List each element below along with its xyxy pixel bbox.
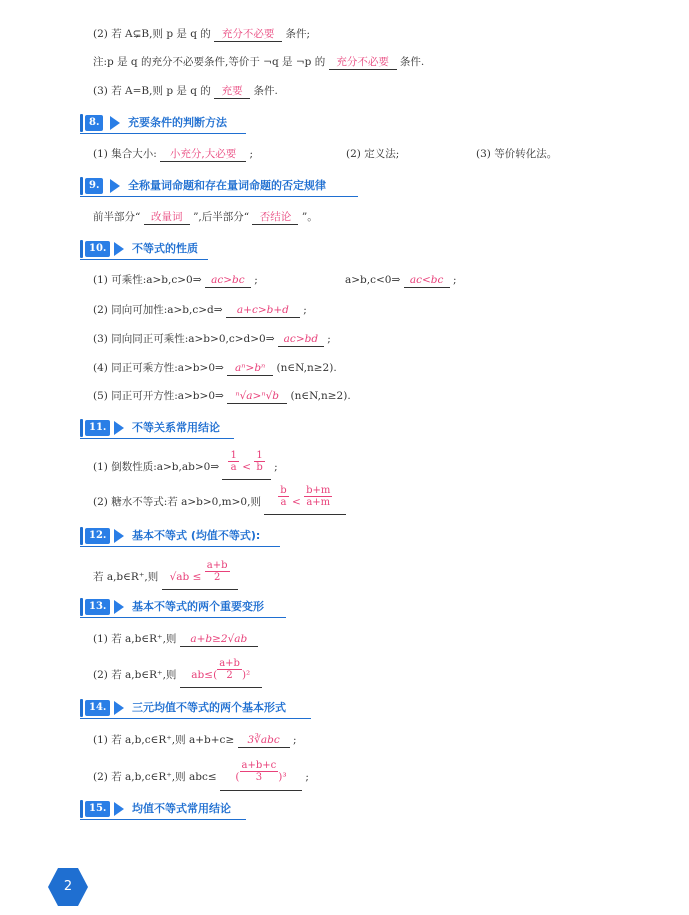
section-number: 9. [85, 178, 103, 194]
arrow-icon [114, 802, 124, 816]
answer-blank: ab≤( $\frac{a+b}{2}$ )² [180, 658, 262, 688]
section-number: 8. [85, 115, 103, 131]
s9-row: 前半部分“ 改量词 ”,后半部分“ 否结论 ”。 [93, 211, 318, 223]
arrow-icon [114, 421, 124, 435]
section-number: 12. [85, 528, 110, 544]
answer-blank: $\frac{1}{a}$ < $\frac{1}{b}$ [222, 450, 270, 480]
answer-blank: 充分不必要 [329, 55, 397, 70]
line-2: 注:p 是 q 的充分不必要条件,等价于 ¬q 是 ¬p 的 充分不必要 条件. [93, 56, 425, 68]
answer-blank: ac<bc [404, 273, 450, 288]
s13-row-2: (2) 若 a,b∈R⁺,则 ab≤( $\frac{a+b}{2}$ )² [93, 658, 262, 688]
s10-row-5: (5) 同正可开方性:a>b>0⇒ ⁿ√a>ⁿ√b (n∈N,n≥2). [93, 390, 351, 402]
answer-blank: 充要 [214, 84, 250, 99]
section-title: 全称量词命题和存在量词命题的否定规律 [128, 179, 326, 192]
answer-blank: 改量词 [144, 210, 190, 225]
arrow-icon [114, 242, 124, 256]
arrow-icon [110, 116, 120, 130]
section-number: 14. [85, 700, 110, 716]
page-number: 2 [63, 879, 73, 894]
answer-blank: ⁿ√a>ⁿ√b [227, 389, 287, 404]
s14-row-2: (2) 若 a,b,c∈R⁺,则 abc≤ ( $\frac{a+b+c}{3}$ )³ ; [93, 760, 309, 791]
s10-row-2: (2) 同向可加性:a>b,c>d⇒ a+c>b+d ; [93, 304, 307, 316]
answer-blank: 否结论 [252, 210, 298, 225]
s10-row-3: (3) 同向同正可乘性:a>b>0,c>d>0⇒ ac>bd ; [93, 333, 331, 345]
s11-row-1: (1) 倒数性质:a>b,ab>0⇒ $\frac{1}{a}$ < $\frac{1}{b}$ ; [93, 450, 278, 480]
answer-blank: √ab ≤ $\frac{a+b}{2}$ [162, 560, 238, 590]
section-title: 充要条件的判断方法 [128, 116, 227, 129]
section-number: 11. [85, 420, 110, 436]
section-number: 13. [85, 599, 110, 615]
arrow-icon [114, 701, 124, 715]
arrow-icon [114, 529, 124, 543]
answer-blank: ac>bc [205, 273, 251, 288]
arrow-icon [110, 179, 120, 193]
answer-blank: ac>bd [278, 332, 324, 347]
section-title: 不等关系常用结论 [132, 421, 220, 434]
section-title: 均值不等式常用结论 [132, 802, 231, 815]
s12-row: 若 a,b∈R⁺,则 √ab ≤ $\frac{a+b}{2}$ [93, 560, 238, 590]
section-title: 基本不等式的两个重要变形 [132, 600, 264, 613]
answer-blank: aⁿ>bⁿ [227, 361, 273, 376]
s11-row-2: (2) 糖水不等式:若 a>b>0,m>0,则 $\frac{b}{a}$ < $\frac{b+m}{a+m}$ [93, 485, 346, 515]
section-number: 10. [85, 241, 110, 257]
s10-row-4: (4) 同正可乘方性:a>b>0⇒ aⁿ>bⁿ (n∈N,n≥2). [93, 362, 337, 374]
section-title: 基本不等式 (均值不等式): [132, 529, 261, 542]
answer-blank: a+b≥2√ab [180, 632, 258, 647]
s8-row: (1) 集合大小: 小充分,大必要 ; (2) 定义法; (3) 等价转化法。 [93, 148, 558, 160]
answer-blank: a+c>b+d [226, 303, 300, 318]
answer-blank: $\frac{b}{a}$ < $\frac{b+m}{a+m}$ [264, 485, 346, 515]
page-number-badge [47, 866, 89, 908]
s14-row-1: (1) 若 a,b,c∈R⁺,则 a+b+c≥ 3∛abc ; [93, 734, 297, 746]
s10-row-1: (1) 可乘性:a>b,c>0⇒ ac>bc ; a>b,c<0⇒ ac<bc ; [93, 274, 457, 286]
line-3: (3) 若 A=B,则 p 是 q 的 充要 条件. [93, 85, 278, 97]
s13-row-1: (1) 若 a,b∈R⁺,则 a+b≥2√ab [93, 632, 258, 647]
answer-blank: 小充分,大必要 [160, 147, 246, 162]
line-1: (2) 若 A⊊B,则 p 是 q 的 充分不必要 条件; [93, 28, 311, 40]
section-title: 三元均值不等式的两个基本形式 [132, 701, 286, 714]
section-number: 15. [85, 801, 110, 817]
arrow-icon [114, 600, 124, 614]
section-title: 不等式的性质 [132, 242, 198, 255]
answer-blank: 3∛abc [238, 733, 290, 748]
answer-blank: ( $\frac{a+b+c}{3}$ )³ [220, 760, 302, 791]
answer-blank: 充分不必要 [214, 27, 282, 42]
